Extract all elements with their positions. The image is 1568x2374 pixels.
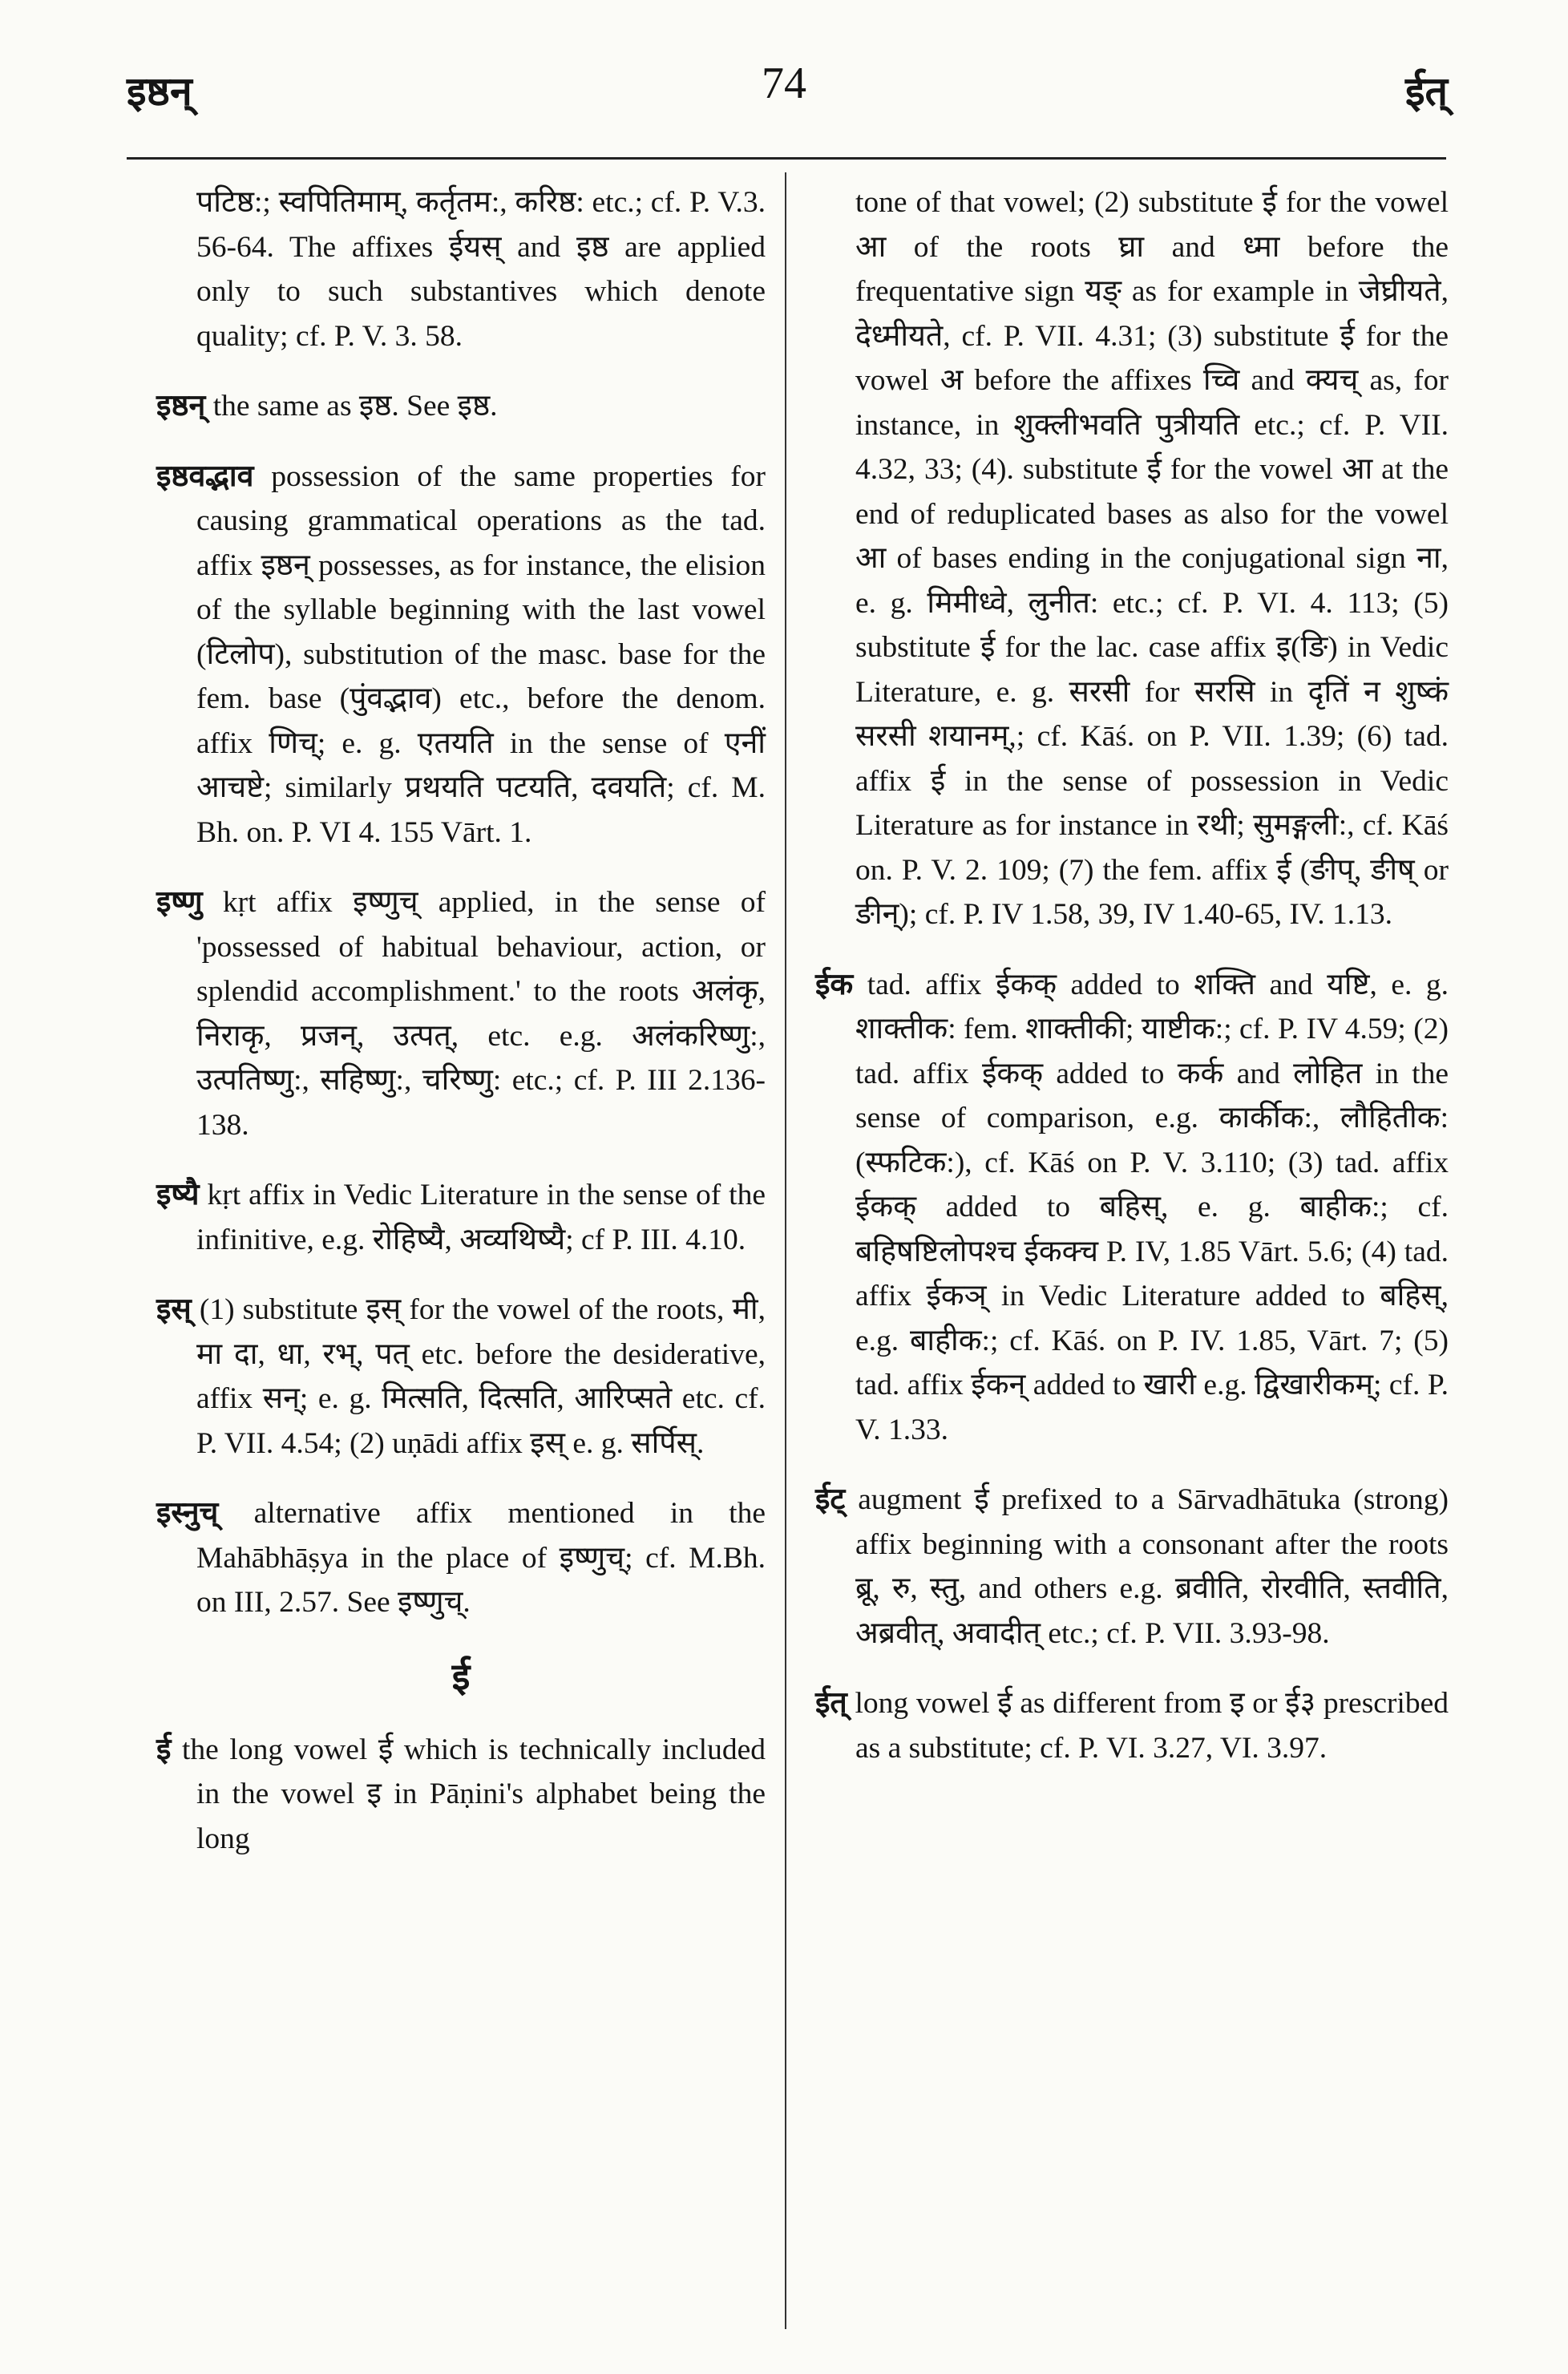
dictionary-entry-ishyai: इष्यै kṛt affix in Vedic Literature in the sense of the infinitive, e.g. रोहिष्यै, अव्यथिष्यै; cf P. III. 4.10.: [156, 1179, 766, 1256]
dictionary-entry-ishthavadbhava: इष्ठवद्भाव possession of the same properties for causing grammatical operations as the tad. affix इष्ठन् possesses, as for instance, the elision of the syllable beginning with the last vowel (टिलोप), substitution of the masc. base for the fem. base (पुंवद्भाव) etc., before the denom. affix णिच्; e. g. एतयति in the sense of एनीं आचष्टे; similarly प्रथयति पटयति, दवयति; cf. M. Bh. on. P. VI 4. 155 Vārt. 1.: [156, 459, 766, 849]
page-header: [0, 0, 1568, 144]
headword: ईक: [815, 968, 854, 1001]
running-head-left: इष्ठन्: [127, 69, 192, 114]
dictionary-entry-ishthan: इष्ठन् the same as इष्ठ. See इष्ठ.: [156, 390, 498, 423]
headword: इस्नुच्: [156, 1497, 219, 1530]
header-rule: [127, 157, 1446, 160]
running-head-right: ईत्: [1404, 69, 1448, 114]
entry-continuation: पटिष्ठ:; स्वपितिमाम्, कर्तृतम:, करिष्ठ: etc.; cf. P. V.3. 56-64. The affixes ईयस् and इष्ठ are applied only to such substantives which denote quality; cf. P. V. 3. 58.: [196, 186, 766, 353]
page-number: 74: [762, 59, 806, 108]
headword: इष्णु: [156, 886, 203, 919]
headword: इष्ठन्: [156, 390, 206, 423]
dictionary-entry-it: ईट् augment ई prefixed to a Sārvadhātuka (strong) affix beginning with a consonant after the roots ब्रू, रु, स्तु, and others e.g. ब्रवीति, रोरवीति, स्तवीति, अब्रवीत्, अवादीत् etc.; cf. P. VII. 3.93-98.: [815, 1483, 1449, 1650]
left-column: [156, 180, 766, 1887]
dictionary-entry-ii: ई the long vowel ई which is technically included in the vowel इ in Pāṇini's alphabet being the long: [156, 1733, 766, 1855]
section-letter-heading: ई: [451, 1656, 471, 1697]
dictionary-entry-ishnu: इष्णु kṛt affix इष्णुच् applied, in the sense of 'possessed of habitual behaviour, action, or splendid accomplishment.' to the roots अलंकृ, निराकृ, प्रजन्, उत्पत्, etc. e.g. अलंकरिष्णु:, उत्पतिष्णु:, सहिष्णु:, चरिष्णु: etc.; cf. P. III 2.136-138.: [156, 886, 766, 1142]
headword: ईट्: [815, 1483, 846, 1516]
right-column: [815, 180, 1449, 1796]
dictionary-entry-isnuch: इस्नुच् alternative affix mentioned in the Mahābhāṣya in the place of इष्णुच्; cf. M.Bh. on III, 2.57. See इष्णुच्.: [156, 1497, 766, 1619]
headword: इस्: [156, 1293, 192, 1326]
dictionary-entry-ika: ईक tad. affix ईकक् added to शक्ति and यष्टि, e. g. शाक्तीक: fem. शाक्तीकी; याष्टीक:; cf. P. IV 4.59; (2) tad. affix ईकक् added to कर्क and लोहित in the sense of comparison, e.g. कार्कीक:, लौहितीक: (स्फटिक:), cf. Kāś on P. V. 3.110; (3) tad. affix ईकक् added to बहिस्, e. g. बाहीक:; cf. बहिषष्टिलोपश्च ईकक्च P. IV, 1.85 Vārt. 5.6; (4) tad. affix ईकञ् in Vedic Literature added to बहिस्, e.g. बाहीक:; cf. Kāś. on P. IV. 1.85, Vārt. 7; (5) tad. affix ईकन् added to खारी e.g. द्विखारीकम्; cf. P. V. 1.33.: [815, 968, 1449, 1446]
headword: इष्यै: [156, 1179, 200, 1211]
entry-continuation: tone of that vowel; (2) substitute ई for the vowel आ of the roots घ्रा and ध्मा before the frequentative sign यङ् as for example in जेघ्रीयते, देध्मीयते, cf. P. VII. 4.31; (3) substitute ई for the vowel अ before the affixes च्वि and क्यच् as, for instance, in शुक्लीभवति पुत्रीयति etc.; cf. P. VII. 4.32, 33; (4). substitute ई for the vowel आ at the end of reduplicated bases as also for the vowel आ of bases ending in the conjugational sign ना, e. g. मिमीध्वे, लुनीत: etc.; cf. P. VI. 4. 113; (5) substitute ई for the lac. case affix इ(ङि) in Vedic Literature, e. g. सरसी for सरसि in दृतिं न शुष्कं सरसी शयानम्,; cf. Kāś. on P. VII. 1.39; (6) tad. affix ई in the sense of possession in Vedic Literature as for instance in रथी; सुमङ्गली:, cf. Kāś on. P. V. 2. 109; (7) the fem. affix ई (ङीप्, ङीष् or ङीन्); cf. P. IV 1.58, 39, IV 1.40-65, IV. 1.13.: [855, 186, 1449, 931]
dictionary-entry-iit: ईत् long vowel ई as different from इ or ई३ prescribed as a substitute; cf. P. VI. 3.27, VI. 3.97.: [815, 1687, 1449, 1765]
dictionary-entry-is: इस् (1) substitute इस् for the vowel of the roots, मी, मा दा, धा, रभ्, पत् etc. before the desiderative, affix सन्; e. g. मित्सति, दित्सति, आरिप्सते etc. cf. P. VII. 4.54; (2) uṇādi affix इस् e. g. सर्पिस्.: [156, 1293, 766, 1460]
headword: ई: [156, 1733, 172, 1766]
column-divider: [785, 172, 786, 2329]
headword: इष्ठवद्भाव: [156, 459, 254, 493]
headword: ईत्: [815, 1687, 847, 1720]
